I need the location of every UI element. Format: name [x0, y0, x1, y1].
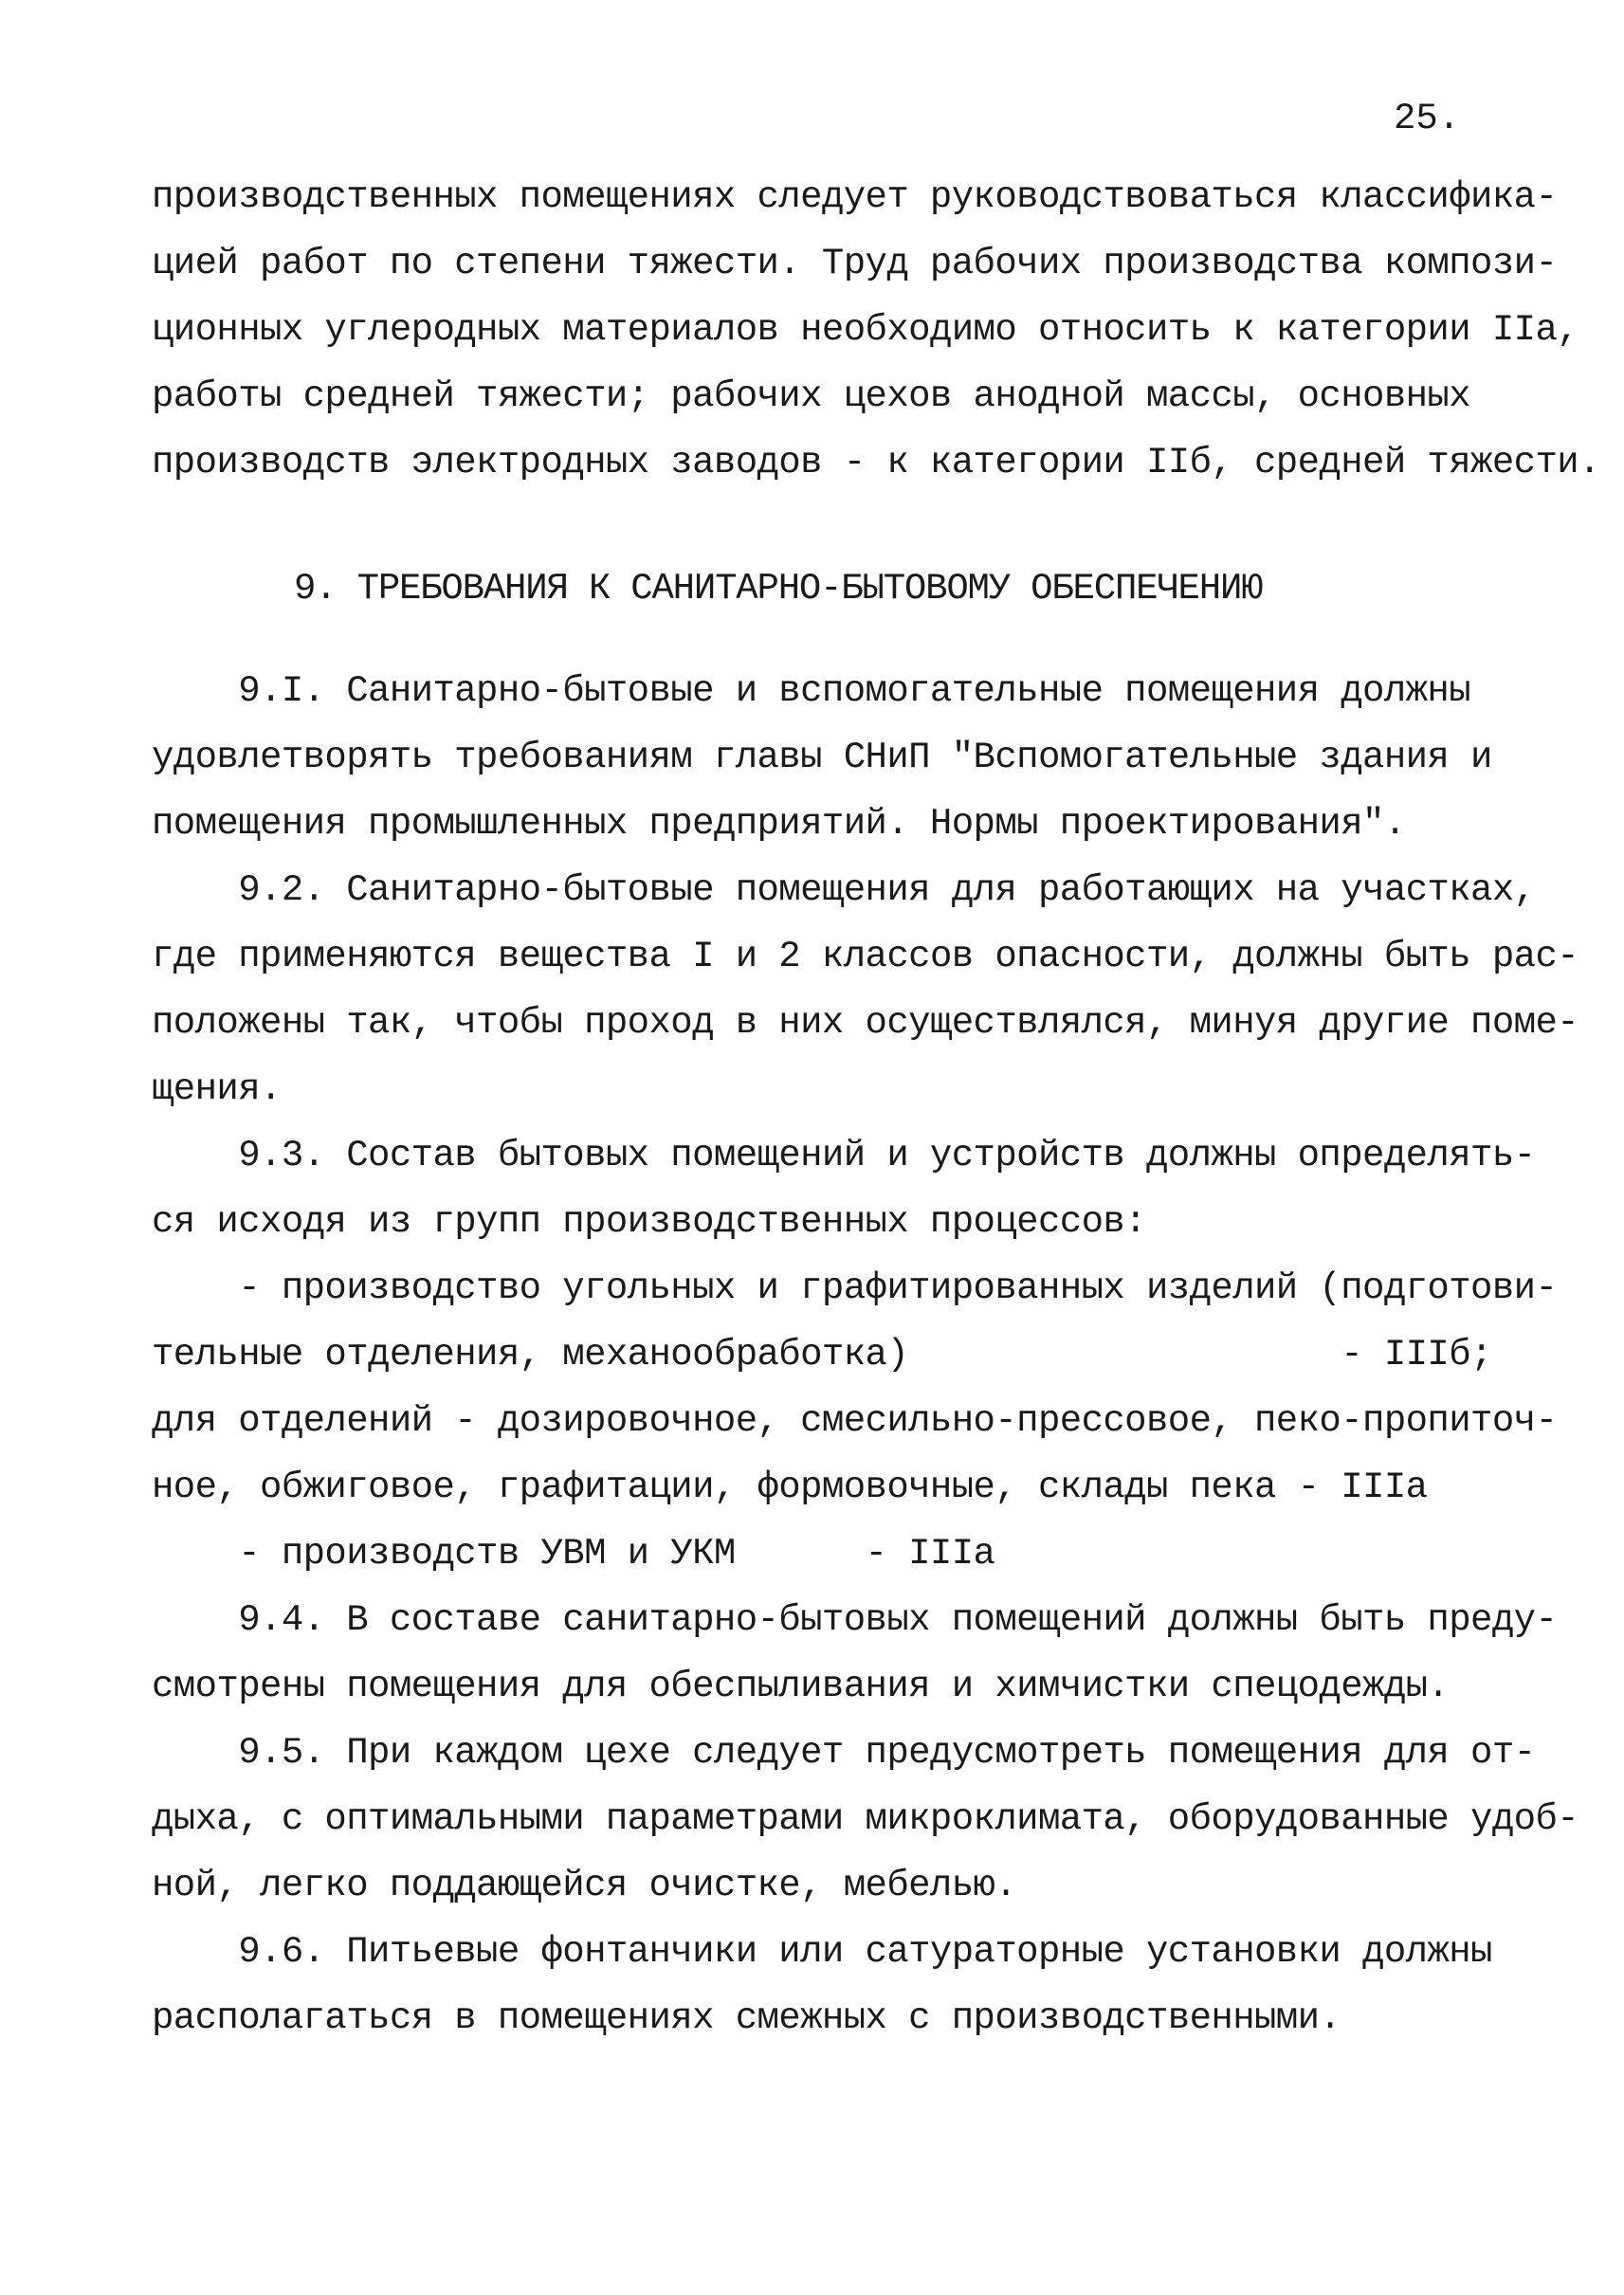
page-number: 25. — [1394, 98, 1461, 139]
body-line: для отделений - дозировочное, смесильно-прессовое, пеко-пропиточ- — [152, 1400, 1558, 1442]
body-line: 9.6. Питьевые фонтанчики или сатураторные установки должны — [152, 1931, 1492, 1973]
body-line: - производств УВМ и УКМ - IIIа — [152, 1533, 995, 1575]
body-line: дыха, с оптимальными параметрами микроклимата, оборудованные удоб- — [152, 1798, 1579, 1840]
body-line: ной, легко поддающейся очистке, мебелью. — [152, 1865, 1017, 1906]
body-line: ное, обжиговое, графитации, формовочные, склады пека - IIIа — [152, 1466, 1428, 1508]
body-line: смотрены помещения для обеспыливания и химчистки спецодежды. — [152, 1666, 1450, 1707]
body-line: где применяются вещества I и 2 классов опасности, должны быть рас- — [152, 936, 1579, 977]
body-line: тельные отделения, механообработка) - IIIб; — [152, 1334, 1492, 1375]
body-line: 9.3. Состав бытовых помещений и устройств должны определять- — [152, 1135, 1536, 1176]
body-line: 9.2. Санитарно-бытовые помещения для работающих на участках, — [152, 869, 1536, 911]
intro-line: производственных помещениях следует руководствоваться классифика- — [152, 176, 1558, 218]
intro-line: ционных углеродных материалов необходимо относить к категории IIа, — [152, 309, 1579, 351]
body-line: 9.I. Санитарно-бытовые и вспомогательные помещения должны — [152, 670, 1471, 712]
body-line: щения. — [152, 1068, 282, 1110]
body-line: 9.5. При каждом цехе следует предусмотреть помещения для от- — [152, 1732, 1536, 1774]
body-line: положены так, чтобы проход в них осуществлялся, минуя другие поме- — [152, 1002, 1579, 1044]
body-line: помещения промышленных предприятий. Нормы проектирования". — [152, 803, 1406, 845]
body-line: располагаться в помещениях смежных с производственными. — [152, 1997, 1341, 2039]
body-line: ся исходя из групп производственных процессов: — [152, 1201, 1146, 1243]
intro-line: производств электродных заводов - к категории IIб, средней тяжести. — [152, 442, 1600, 483]
body-line: 9.4. В составе санитарно-бытовых помещений должны быть преду- — [152, 1599, 1558, 1641]
intro-line: работы средней тяжести; рабочих цехов анодной массы, основных — [152, 375, 1471, 417]
body-line: - производство угольных и графитированных изделий (подготови- — [152, 1267, 1558, 1309]
section-heading: 9. ТРЕБОВАНИЯ К САНИТАРНО-БЫТОВОМУ ОБЕСПЕЧЕНИЮ — [294, 568, 1263, 610]
body-line: удовлетворять требованиям главы СНиП "Вспомогательные здания и — [152, 737, 1492, 778]
intro-line: цией работ по степени тяжести. Труд рабочих производства компози- — [152, 243, 1558, 284]
